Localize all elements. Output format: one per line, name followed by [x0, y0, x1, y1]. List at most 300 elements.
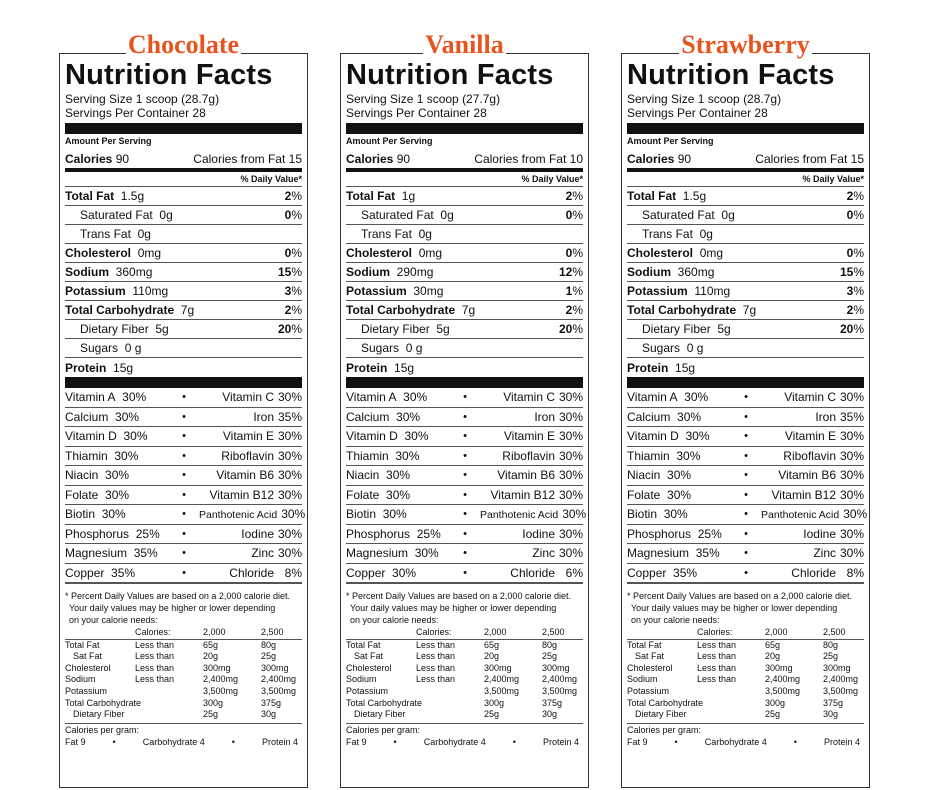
nutrient-amount: 7g: [742, 303, 757, 317]
thick-divider: [346, 377, 583, 388]
footnote-text: [65, 590, 302, 626]
nutrient-row: [627, 244, 864, 263]
dv-nutrient: Potassium: [65, 685, 108, 696]
nutrient-name: Saturated Fat: [361, 208, 434, 222]
dv-2000: 65g: [203, 639, 219, 650]
nutrient-name: Cholesterol: [627, 246, 694, 260]
cpg-protein: Protein 4: [823, 736, 860, 747]
dv-2000: 3,500mg: [484, 685, 520, 696]
nutrient-name: Total Fat: [65, 189, 115, 203]
vitamin-name: Biotin: [627, 507, 658, 522]
vitamin-pct: 35%: [839, 409, 864, 424]
vitamin-pct: 8%: [284, 565, 302, 580]
bullet-icon: •: [744, 566, 748, 579]
dv-table-row: [65, 709, 302, 721]
vitamin-left: [627, 527, 731, 541]
nutrient-dv-value: 0: [565, 208, 573, 222]
cpg-values: [627, 736, 864, 748]
footnote-line: on your calorie needs:: [631, 615, 720, 625]
vitamin-pct: 30%: [105, 468, 130, 483]
nutrient-amount: 0 g: [686, 341, 704, 355]
dv-qualifier: [135, 698, 203, 710]
vitamin-pct: 30%: [281, 507, 306, 522]
vitamin-name: Vitamin B12: [209, 487, 274, 502]
dv-qualifier: [416, 709, 484, 721]
vitamin-row: [65, 525, 302, 545]
vitamin-left: [65, 527, 169, 541]
nutrient-amount: 7g: [180, 303, 195, 317]
nutrient-left: [346, 246, 442, 260]
bullet-icon: •: [182, 547, 186, 560]
dv-qualifier: Less than: [416, 639, 456, 650]
vitamin-row: [65, 544, 302, 564]
thick-divider: [65, 123, 302, 134]
nutrient-dv: [278, 322, 302, 336]
bullet-icon: •: [463, 488, 467, 501]
vitamin-left: [65, 468, 169, 482]
vitamin-pct: 30%: [123, 429, 148, 444]
nutrient-row: [65, 301, 302, 320]
dv-table-row: [346, 651, 583, 663]
vitamin-left: [627, 507, 731, 521]
dv-2000: 65g: [484, 639, 500, 650]
vitamin-row: [346, 447, 583, 467]
vitamin-name: Chloride: [229, 565, 274, 580]
vitamin-name: Biotin: [346, 507, 377, 522]
dv-nutrient: Cholesterol: [65, 662, 111, 673]
dv-nutrient: Dietary Fiber: [73, 709, 125, 720]
bullet-icon: •: [744, 410, 748, 423]
bullet-icon: •: [463, 410, 467, 423]
nutrient-amount: 1.5g: [120, 189, 145, 203]
percent-sign: %: [853, 246, 864, 260]
dv-2500: 80g: [261, 639, 277, 650]
vitamin-row: [65, 388, 302, 408]
vitamin-right: [761, 429, 864, 443]
bullet-icon: •: [182, 488, 186, 501]
dv-2000: 300mg: [765, 662, 793, 673]
nutrient-dv: [278, 265, 302, 279]
vitamin-pct: 30%: [386, 468, 411, 483]
vitamin-right: [761, 507, 867, 521]
footnote-section: [346, 583, 583, 748]
vitamin-name: Vitamin A: [65, 390, 116, 405]
nutrient-row: [627, 301, 864, 320]
vitamin-right: [199, 390, 302, 404]
servings-per-container: Servings Per Container 28: [627, 106, 768, 120]
vitamin-name: Thiamin: [346, 448, 389, 463]
label-title: Nutrition Facts: [346, 59, 554, 91]
thick-divider: [65, 377, 302, 388]
nutrient-left: [627, 361, 695, 375]
cpg-fat: Fat 9: [346, 736, 367, 747]
nutrient-left: [346, 227, 432, 241]
vitamin-pct: 35%: [673, 565, 698, 580]
nutrient-row: [346, 263, 583, 282]
vitamin-pct: 30%: [839, 546, 864, 561]
nutrient-dv-value: 12: [558, 265, 573, 279]
nutrient-dv-value: 20: [277, 322, 292, 336]
flavor-heading: [59, 30, 308, 60]
calories-left: [346, 152, 410, 166]
vitamin-name: Vitamin A: [346, 390, 397, 405]
nutrient-left: [65, 246, 161, 260]
nutrient-amount: 360mg: [677, 265, 715, 279]
dv-table-header: [65, 627, 302, 640]
vitamin-pct: 30%: [115, 409, 140, 424]
vitamin-row: [346, 486, 583, 506]
dv-table-row: [346, 640, 583, 652]
dv-qualifier: [697, 686, 765, 698]
servings-per-container: Servings Per Container 28: [346, 106, 487, 120]
nutrient-left: [65, 341, 141, 355]
label-content: [346, 54, 587, 748]
vitamin-left: [346, 546, 450, 560]
vitamin-name: Niacin: [627, 468, 661, 483]
nutrient-amount: 0mg: [699, 246, 724, 260]
dv-2500: 80g: [823, 639, 839, 650]
cpg-values: [65, 736, 302, 748]
nutrient-dv-value: 15: [839, 265, 854, 279]
vitamin-left: [346, 429, 450, 443]
vitamin-row: [627, 486, 864, 506]
footnote-line: * Percent Daily Values are based on a 2,000 calorie diet.: [65, 591, 290, 601]
vitamin-name: Chloride: [791, 565, 836, 580]
calories-from-fat: Calories from Fat 15: [193, 151, 302, 166]
nutrient-name: Dietary Fiber: [80, 322, 149, 336]
calories-per-gram: [346, 723, 583, 748]
vitamin-name: Vitamin A: [627, 390, 678, 405]
bullet-icon: •: [744, 391, 748, 404]
vitamin-right: [480, 390, 583, 404]
bullet-icon: •: [744, 430, 748, 443]
bullet-icon: •: [744, 547, 748, 560]
vitamin-pct: 30%: [105, 487, 130, 502]
vitamin-row: [65, 486, 302, 506]
dv-qualifier: Less than: [135, 662, 175, 673]
vitamin-pct: 30%: [558, 390, 583, 405]
vitamin-pct: 35%: [277, 409, 302, 424]
nutrient-name: Protein: [346, 360, 388, 375]
vitamin-name: Iron: [534, 409, 555, 424]
cpg-fat: Fat 9: [65, 736, 86, 747]
vitamin-name: Phosphorus: [627, 526, 692, 541]
nutrient-amount: 360mg: [115, 265, 153, 279]
percent-sign: %: [291, 265, 302, 279]
dv-qualifier: Less than: [135, 639, 175, 650]
dv-2000: 2,400mg: [484, 674, 520, 685]
vitamin-row: [346, 408, 583, 428]
nutrient-left: [65, 265, 152, 279]
vitamin-name: Vitamin B6: [778, 468, 836, 483]
nutrient-left: [346, 208, 454, 222]
cpg-label: Calories per gram:: [346, 724, 421, 735]
dv-2500: 3,500mg: [542, 685, 578, 696]
vitamin-row: [346, 427, 583, 447]
vitamin-row: [346, 466, 583, 486]
vitamin-row: [346, 388, 583, 408]
nutrient-left: [346, 341, 422, 355]
dv-qualifier: Less than: [697, 674, 737, 685]
vitamin-row: [346, 505, 587, 525]
vitamin-name: Iodine: [803, 526, 836, 541]
dv-2000: 65g: [765, 639, 781, 650]
vitamin-pct: 30%: [277, 526, 302, 541]
dv-nutrient: Potassium: [346, 685, 389, 696]
nutrient-amount: 1g: [401, 189, 416, 203]
vitamin-left: [65, 507, 169, 521]
nutrient-name: Cholesterol: [65, 246, 132, 260]
vitamin-row: [65, 466, 302, 486]
footnote-line: on your calorie needs:: [350, 615, 439, 625]
nutrient-name: Sugars: [642, 341, 681, 355]
nutrient-dv: [847, 208, 864, 222]
dv-nutrient: Sodium: [65, 674, 96, 685]
dv-nutrient: Total Fat: [627, 639, 662, 650]
calories-left: [65, 152, 129, 166]
vitamin-pct: 30%: [839, 487, 864, 502]
dv-table-row: [627, 674, 864, 686]
nutrient-row: [346, 301, 583, 320]
bullet-icon: •: [463, 566, 467, 579]
nutrient-dv: [566, 284, 583, 298]
nutrient-name: Saturated Fat: [80, 208, 153, 222]
amount-per-serving: Amount Per Serving: [346, 136, 433, 146]
vitamin-name: Iron: [815, 409, 836, 424]
dv-2000: 25g: [484, 709, 500, 720]
vitamin-name: Copper: [627, 565, 667, 580]
dv-qualifier: Less than: [135, 651, 175, 662]
calories-value: 90: [115, 151, 130, 166]
vitamin-pct: 35%: [695, 546, 720, 561]
footnote-line: Your daily values may be higher or lower depending: [69, 603, 276, 613]
vitamin-right: [480, 410, 583, 424]
dv-header-cell: 2,500: [261, 627, 284, 637]
nutrient-name: Potassium: [346, 284, 407, 298]
cpg-values: [346, 736, 583, 748]
vitamin-name: Thiamin: [627, 448, 670, 463]
vitamin-name: Chloride: [510, 565, 555, 580]
vitamin-pct: 30%: [392, 565, 417, 580]
vitamin-name: Iodine: [522, 526, 555, 541]
dv-qualifier: [697, 709, 765, 721]
vitamin-row: [627, 447, 864, 467]
vitamin-pct: 30%: [558, 409, 583, 424]
vitamin-name: Vitamin B6: [216, 468, 274, 483]
vitamin-pct: 30%: [403, 390, 428, 405]
vitamin-pct: 30%: [277, 468, 302, 483]
vitamin-pct: 30%: [562, 507, 587, 522]
dv-header-cell: Calories:: [697, 627, 733, 637]
vitamin-left: [627, 390, 731, 404]
dv-table-row: [346, 663, 583, 675]
cpg-carb: Carbohydrate 4: [142, 736, 205, 747]
calories-left: [627, 152, 691, 166]
nutrient-name: Total Carbohydrate: [65, 303, 175, 317]
vitamin-pct: 30%: [122, 390, 147, 405]
nutrition-facts-box: [340, 53, 589, 788]
vitamin-name: Calcium: [627, 409, 671, 424]
calories-from-fat: Calories from Fat 10: [474, 151, 583, 166]
dv-table-row: [65, 663, 302, 675]
nutrient-row: [346, 225, 583, 244]
dv-2000: 20g: [203, 651, 219, 662]
nutrient-name: Total Fat: [346, 189, 396, 203]
vitamin-left: [346, 468, 450, 482]
nutrient-amount: 5g: [717, 322, 731, 336]
dv-nutrient: Sat Fat: [73, 651, 103, 662]
bullet-icon: •: [182, 469, 186, 482]
vitamin-row: [627, 388, 864, 408]
vitamin-right: [480, 566, 583, 580]
nutrient-amount: 0g: [418, 227, 432, 241]
bullet-icon: •: [112, 736, 116, 747]
footnote-text: [346, 590, 583, 626]
nutrient-amount: 0g: [159, 208, 173, 222]
dv-qualifier: [416, 698, 484, 710]
dv-nutrient: Cholesterol: [627, 662, 673, 673]
vitamin-pct: 30%: [839, 448, 864, 463]
vitamin-row: [65, 408, 302, 428]
vitamin-name: Magnesium: [65, 546, 128, 561]
calories-label: Calories: [65, 151, 113, 166]
vitamin-row: [65, 564, 302, 584]
nutrient-amount: 110mg: [694, 284, 731, 298]
percent-sign: %: [291, 322, 302, 336]
vitamin-right: [480, 507, 586, 521]
dv-header-cell: 2,000: [203, 627, 226, 637]
calories-from-fat: Calories from Fat 15: [755, 151, 864, 166]
percent-sign: %: [291, 208, 302, 222]
nutrient-amount: 0 g: [124, 341, 142, 355]
dv-table-row: [65, 674, 302, 686]
vitamin-name: Folate: [627, 487, 661, 502]
nutrient-row: [346, 339, 583, 358]
bullet-icon: •: [393, 736, 397, 747]
dv-header-cell: 2,000: [765, 627, 788, 637]
dv-qualifier: Less than: [697, 639, 737, 650]
nutrient-left: [627, 246, 723, 260]
dv-qualifier: Less than: [697, 651, 737, 662]
label-title: Nutrition Facts: [65, 59, 273, 91]
vitamin-left: [65, 488, 169, 502]
bullet-icon: •: [182, 430, 186, 443]
serving-size: Serving Size 1 scoop (27.7g): [346, 92, 501, 106]
label-title: Nutrition Facts: [627, 59, 835, 91]
footnote-line: Your daily values may be higher or lower depending: [350, 603, 557, 613]
nutrient-amount: 1.5g: [682, 189, 707, 203]
flavor-heading: [340, 30, 589, 60]
dv-2500: 30g: [542, 709, 558, 720]
dv-2000: 300mg: [203, 662, 231, 673]
nutrient-dv-value: 2: [284, 303, 292, 317]
nutrient-name: Trans Fat: [642, 227, 693, 241]
flavor-heading: [621, 30, 870, 60]
vitamin-pct: 30%: [558, 487, 583, 502]
cpg-protein: Protein 4: [261, 736, 298, 747]
vitamin-name: Niacin: [346, 468, 380, 483]
vitamin-left: [627, 566, 731, 580]
dv-table-row: [627, 698, 864, 710]
vitamin-right: [199, 546, 302, 560]
vitamin-left: [627, 546, 731, 560]
vitamin-pct: 6%: [565, 565, 583, 580]
dv-qualifier: [697, 698, 765, 710]
nutrient-left: [627, 265, 714, 279]
nutrient-dv-value: 15: [277, 265, 292, 279]
nutrient-dv: [847, 189, 864, 203]
nutrient-dv-value: 20: [839, 322, 854, 336]
nutrient-dv: [847, 284, 864, 298]
dv-qualifier: Less than: [416, 662, 456, 673]
dv-qualifier: [135, 709, 203, 721]
nutrient-row: [627, 263, 864, 282]
dv-2500: 30g: [261, 709, 277, 720]
bullet-icon: •: [182, 410, 186, 423]
vitamin-pct: 30%: [558, 546, 583, 561]
nutrient-dv: [566, 303, 583, 317]
bullet-icon: •: [744, 527, 748, 540]
vitamin-name: Zinc: [251, 546, 274, 561]
vitamin-right: [199, 527, 302, 541]
vitamin-name: Iodine: [241, 526, 274, 541]
nutrient-name: Dietary Fiber: [361, 322, 430, 336]
nutrient-left: [346, 361, 414, 375]
nutrient-name: Dietary Fiber: [642, 322, 711, 336]
nutrient-dv-value: 0: [565, 246, 573, 260]
vitamin-name: Vitamin C: [503, 390, 555, 405]
dv-header-cell: 2,500: [823, 627, 846, 637]
bullet-icon: •: [182, 449, 186, 462]
dv-nutrient: Sodium: [627, 674, 658, 685]
footnote-line: Your daily values may be higher or lower depending: [631, 603, 838, 613]
percent-sign: %: [853, 322, 864, 336]
vitamin-right: [761, 468, 864, 482]
dv-2000: 25g: [203, 709, 219, 720]
dv-2500: 25g: [542, 651, 558, 662]
vitamin-row: [627, 544, 864, 564]
vitamin-pct: 30%: [558, 448, 583, 463]
vitamin-name: Vitamin B6: [497, 468, 555, 483]
nutrient-left: [627, 341, 703, 355]
nutrient-dv-value: 0: [846, 208, 854, 222]
vitamin-left: [65, 566, 169, 580]
dv-2000: 25g: [765, 709, 781, 720]
vitamin-left: [627, 410, 731, 424]
dv-table-row: [627, 640, 864, 652]
cpg-label: Calories per gram:: [65, 724, 140, 735]
dv-table-header: [346, 627, 583, 640]
vitamin-pct: 25%: [697, 526, 722, 541]
cpg-carb: Carbohydrate 4: [423, 736, 486, 747]
vitamin-right: [761, 410, 864, 424]
vitamin-name: Vitamin C: [222, 390, 274, 405]
nutrient-amount: 0g: [137, 227, 151, 241]
nutrient-row: [65, 358, 302, 377]
percent-sign: %: [572, 265, 583, 279]
vitamin-name: Phosphorus: [65, 526, 130, 541]
nutrient-amount: 0mg: [137, 246, 162, 260]
vitamin-row: [627, 427, 864, 447]
dv-nutrient: Sat Fat: [354, 651, 384, 662]
vitamin-right: [761, 546, 864, 560]
vitamin-right: [480, 488, 583, 502]
label-content: [65, 54, 306, 748]
nutrient-left: [627, 284, 730, 298]
percent-sign: %: [853, 189, 864, 203]
nutrient-dv-value: 2: [565, 189, 573, 203]
dv-nutrient: Sodium: [346, 674, 377, 685]
